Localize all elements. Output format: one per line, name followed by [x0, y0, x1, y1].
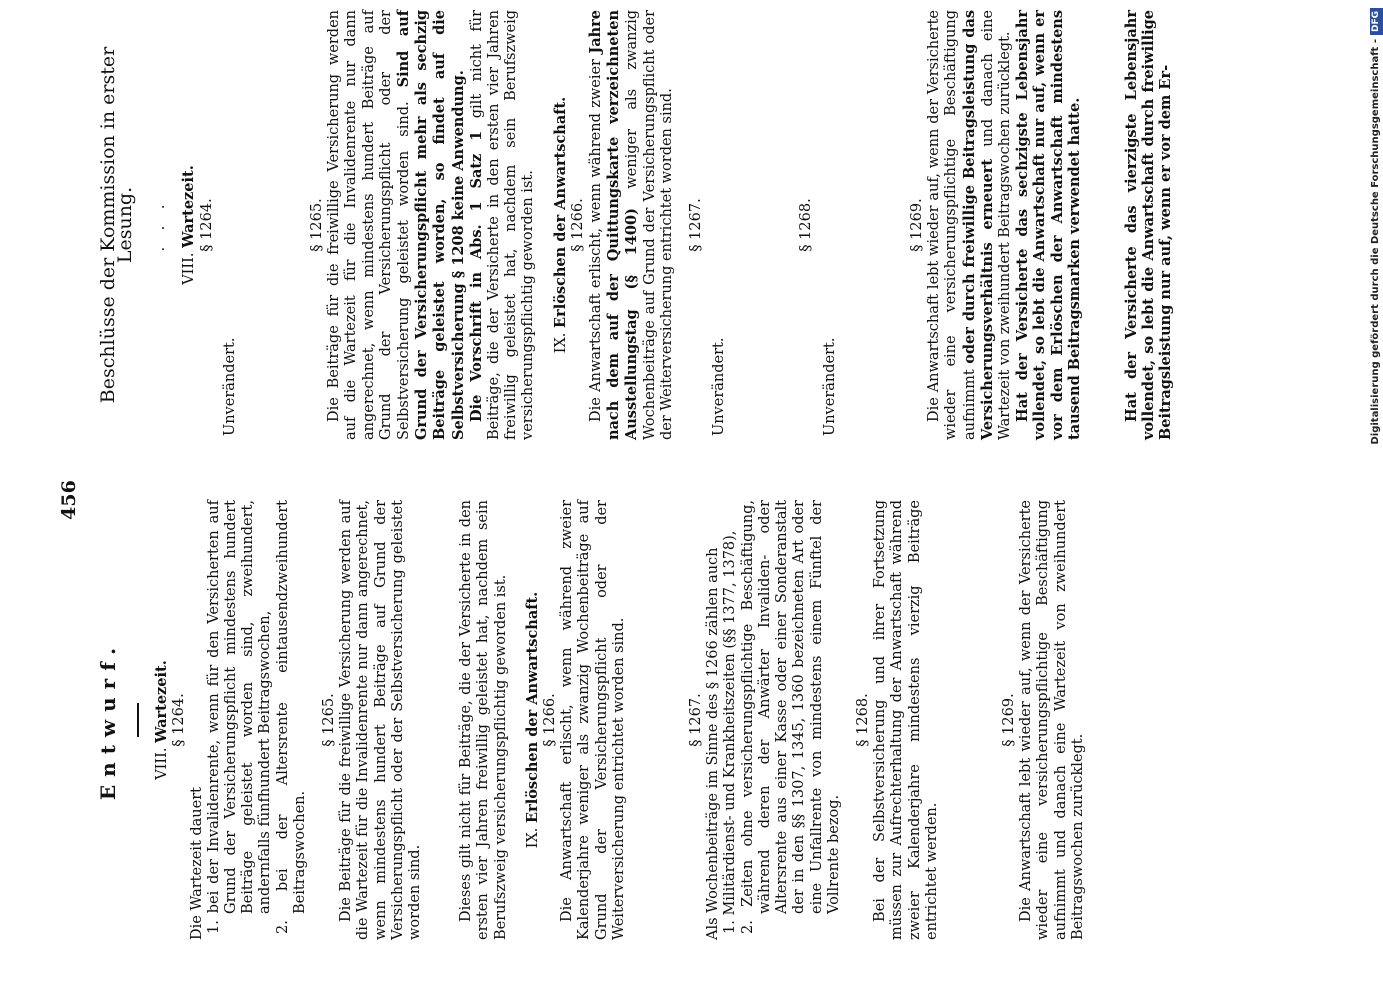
text-1266-a: Die Anwartschaft erlischt, wenn während zweier: [588, 59, 605, 422]
text-1269-e-bold: Hat der Versicherte das vierzigste Lebensjahr vollendet, so lebt die Anwartschaft durch freiwillige Beitragsleistung nur auf, wenn er vor dem Er-: [1122, 10, 1175, 440]
text-1266: Die Anwartschaft erlischt, wenn während zweier Kalenderjahre weniger als zwanzig Wochenbeiträge auf Grund der Versicherungspflicht oder der Weiterversicherung entrichtet worden sind.: [559, 500, 627, 940]
heading-rule: [137, 703, 139, 737]
text-1265-b-bold: Sind auf Grund der Versicherungspflicht mehr als sechzig Beiträge geleistet worden, so findet auf die Selbstversicherung § 1208 keine Anwendung.: [395, 10, 467, 440]
section-1268: § 1268.: [854, 693, 871, 747]
chapter-name: Erlöschen der Anwartschaft.: [523, 591, 541, 823]
chapter-number: VIII.: [154, 747, 171, 780]
text-1267-item-2: 2. Zeiten ohne versicherungspflichtige Beschäftigung, während deren der Anwärter Invaliden- oder Altersrente aus einer Kasse oder einer Sonderanstalt der in den §§ 1307, 1345, 1360 bezeichneten Art oder eine Unfallrente von mindestens einem Fünftel der Vollrente bezog.: [739, 500, 842, 934]
unchanged-1268: Unverändert.: [821, 337, 838, 436]
credit-text: Digitalisierung gefördert durch die Deutsche Forschungsgemeinschaft -: [1370, 39, 1381, 445]
unchanged-1264: Unverändert.: [221, 337, 238, 436]
dots: . . .: [152, 198, 169, 252]
section-1267: § 1267.: [688, 693, 705, 747]
text-1265-a: [326, 10, 468, 440]
section-1265: § 1265.: [321, 693, 338, 747]
resolutions-column: [97, 9, 1175, 440]
section-1269: § 1269.: [908, 198, 925, 252]
text-1265-a-span: Die Beiträge für die freiwillige Versicherung werden auf die Wartezeit für die Invalidenrente nur dann angerechnet, wenn mindestens hundert Beiträge auf Grund der Versicherungspflicht oder der Selbstversicherung geleistet worden sind.: [326, 10, 413, 440]
text-1269-c: und danach eine Wartezeit von zweihundert Beitragswochen zurücklegt.: [979, 10, 1013, 440]
text-1265-c-bold: Die Vorschrift in Abs. 1 Satz 1: [467, 130, 485, 422]
section-1266: § 1266.: [542, 693, 559, 747]
section-1266: § 1266.: [569, 198, 586, 252]
text-1269: [926, 10, 1014, 440]
section-1265: § 1265.: [309, 198, 326, 252]
text-1266-b-bold: Jahre nach dem auf der Quittungskarte verzeichneten Ausstellungstag (§ 1400): [587, 9, 641, 440]
text-1268: Bei der Selbstversicherung und ihrer Fortsetzung müssen zur Aufrechterhaltung der Anwartschaft während zweier Kalenderjahre mindestens vierzig Beiträge entrichtet werden.: [872, 500, 940, 940]
chapter-viii-title: [180, 10, 198, 440]
chapter-viii-title: [153, 500, 171, 940]
chapter-name: Erlöschen der Anwartschaft.: [551, 96, 569, 328]
text-1265-d: gilt nicht für Beiträge, die der Versicherte in den ersten vier Jahren freiwillig geleistet hat, nachdem sein Berufszweig versicherungspflichtig geworden ist.: [468, 10, 537, 440]
text-1269-a: Die Anwartschaft lebt wieder auf, wenn der Versicherte wieder eine versicherungspflichtige Beschäftigung aufnimmt: [926, 10, 978, 440]
text-1264-intro: Die Wartezeit dauert: [188, 787, 205, 940]
text-1269-d-bold: Hat der Versicherte das sechzigste Lebensjahr vollendet, so lebt die Anwartschaft nur auf, wenn er vor dem Erlöschen der Anwartschaft mindestens tausend Beitragsmarken verwendet hatte.: [1014, 10, 1083, 440]
text-1264-item-2: 2. bei der Altersrente eintausendzweihundert Beitragswochen.: [274, 500, 308, 934]
text-1269-b-bold: oder durch freiwillige Beitragsleistung das Versicherungsverhältnis erneuert: [960, 10, 996, 440]
text-1267-intro: Als Wochenbeiträge im Sinne des § 1266 zählen auch: [705, 547, 722, 940]
section-1268: § 1268.: [798, 198, 815, 252]
section-1264: § 1264.: [171, 693, 188, 747]
chapter-ix-title: [552, 10, 570, 440]
dfg-logo: DFG: [1370, 8, 1383, 35]
draft-column: [96, 500, 1087, 940]
chapter-number: IX.: [524, 827, 541, 849]
text-1267-item-1: 1. Militärdienst- und Krankheitszeiten (§§ 1377, 1378),: [722, 530, 739, 934]
draft-heading: Entwurf.: [96, 639, 120, 801]
resolutions-heading: Beschlüsse der Kommission in erster Lesung.: [97, 46, 137, 404]
text-1265-2: Dieses gilt nicht für Beiträge, die der Versicherte in den ersten vier Jahren freiwillig geleistet hat, nachdem sein Berufszweig versicherungspflichtig geworden ist.: [458, 500, 509, 940]
chapter-number: IX.: [552, 332, 569, 354]
text-1266-c: weniger als zwanzig Wochenbeiträge auf Grund der Versicherungspflicht oder der Weiterversicherung entrichtet worden sind.: [624, 10, 675, 440]
text-1265: Die Beiträge für die freiwillige Versicherung werden auf die Wartezeit für die Invalidenrente nur dann angerechnet, wenn mindestens hundert Beiträge auf Grund der Versicherungspflicht oder der Selbstversicherung geleistet worden sind.: [338, 500, 424, 940]
text-1269: Die Anwartschaft lebt wieder auf, wenn der Versicherte wieder eine versicherungspflichtige Beschäftigung aufnimmt und danach eine Wartezeit von zweihundert Beitragswochen zurücklegt.: [1018, 500, 1086, 940]
section-1267: § 1267.: [688, 198, 705, 252]
digitization-credit: [1366, 8, 1383, 992]
text-1264-item-1: 1. bei der Invalidenrente, wenn für den Versicherten auf Grund der Versicherungspflicht mindestens hundert Beiträge geleistet worden sind, zweihundert, andernfalls fünfhundert Beitragswochen,: [205, 500, 274, 934]
unchanged-1267: Unverändert.: [711, 337, 728, 436]
page-number: 456: [58, 480, 80, 520]
chapter-ix-title: [524, 500, 542, 940]
text-1265-c: [468, 10, 538, 440]
chapter-name: Wartezeit.: [180, 165, 198, 248]
chapter-name: Wartezeit.: [153, 660, 171, 743]
section-1264: § 1264.: [198, 198, 215, 252]
text-1266: [587, 10, 676, 440]
chapter-number: VIII.: [181, 252, 198, 285]
section-1269: § 1269.: [1000, 693, 1017, 747]
